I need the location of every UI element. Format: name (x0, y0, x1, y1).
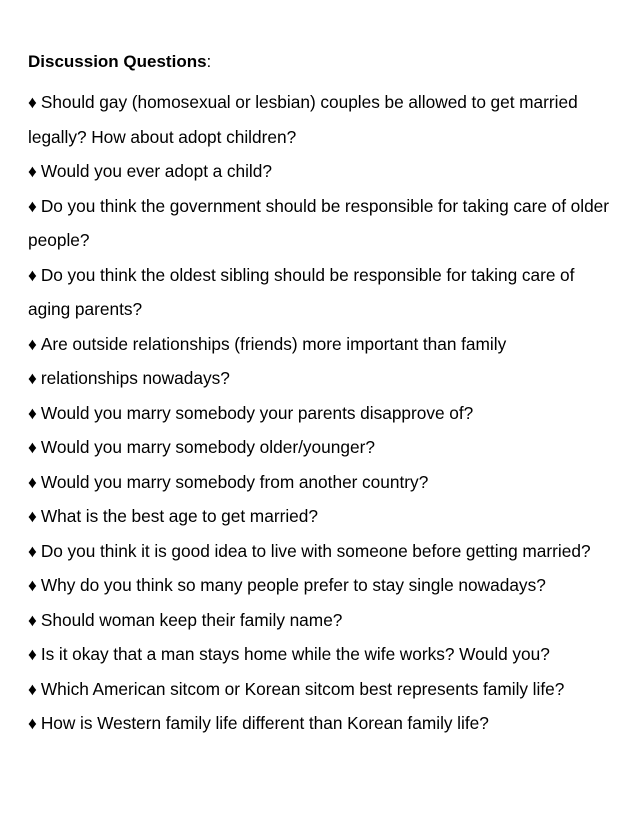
question-text: Would you ever adopt a child? (40, 161, 272, 181)
diamond-bullet-icon: ♦ (28, 195, 37, 216)
diamond-bullet-icon: ♦ (28, 713, 37, 733)
question-item (28, 258, 618, 327)
section-heading (28, 52, 618, 72)
diamond-bullet-icon: ♦ (28, 368, 37, 388)
diamond-bullet-icon: ♦ (28, 402, 37, 423)
question-text: Do you think it is good idea to live with someone before getting married? (40, 540, 591, 561)
diamond-bullet-icon: ♦ (28, 575, 37, 595)
diamond-bullet-icon: ♦ (28, 264, 37, 285)
question-item (28, 154, 618, 189)
question-text: Would you marry somebody your parents disapprove of? (40, 402, 474, 423)
diamond-bullet-icon: ♦ (28, 333, 37, 354)
question-text: Why do you think so many people prefer to stay single nowadays? (40, 575, 546, 595)
question-item (28, 396, 618, 431)
question-item (28, 534, 618, 569)
document-page (28, 52, 618, 741)
diamond-bullet-icon: ♦ (28, 471, 37, 492)
question-text: Should woman keep their family name? (40, 609, 343, 630)
question-item (28, 499, 618, 534)
diamond-bullet-icon: ♦ (28, 540, 37, 561)
question-item (28, 361, 618, 396)
question-text: relationships nowadays? (40, 368, 230, 388)
question-item (28, 327, 618, 362)
question-item (28, 85, 618, 154)
question-item (28, 637, 618, 672)
question-text: Which American sitcom or Korean sitcom best represents family life? (40, 678, 565, 699)
question-text: Is it okay that a man stays home while the wife works? Would you? (40, 644, 550, 664)
question-item (28, 189, 618, 258)
diamond-bullet-icon: ♦ (28, 609, 37, 630)
question-text: Would you marry somebody from another country? (40, 471, 429, 492)
question-item (28, 568, 618, 603)
question-item (28, 706, 618, 741)
diamond-bullet-icon: ♦ (28, 92, 37, 112)
question-text: Should gay (homosexual or lesbian) couples be allowed to get married legally? How about adopt children? (28, 92, 578, 147)
heading-colon: : (206, 52, 212, 71)
diamond-bullet-icon: ♦ (28, 437, 37, 457)
question-text: How is Western family life different than Korean family life? (40, 713, 489, 733)
question-item (28, 465, 618, 500)
heading-title: Discussion Questions (28, 52, 207, 71)
diamond-bullet-icon: ♦ (28, 644, 37, 664)
question-item (28, 672, 618, 707)
question-list (28, 85, 618, 741)
question-item (28, 430, 618, 465)
question-text: Do you think the government should be responsible for taking care of older people? (28, 195, 610, 250)
question-text: What is the best age to get married? (40, 506, 318, 526)
question-text: Are outside relationships (friends) more important than family (40, 333, 507, 354)
diamond-bullet-icon: ♦ (28, 506, 37, 526)
diamond-bullet-icon: ♦ (28, 678, 37, 699)
diamond-bullet-icon: ♦ (28, 161, 37, 181)
question-item (28, 603, 618, 638)
question-text: Would you marry somebody older/younger? (40, 437, 375, 457)
question-text: Do you think the oldest sibling should be responsible for taking care of aging parents? (28, 264, 575, 319)
